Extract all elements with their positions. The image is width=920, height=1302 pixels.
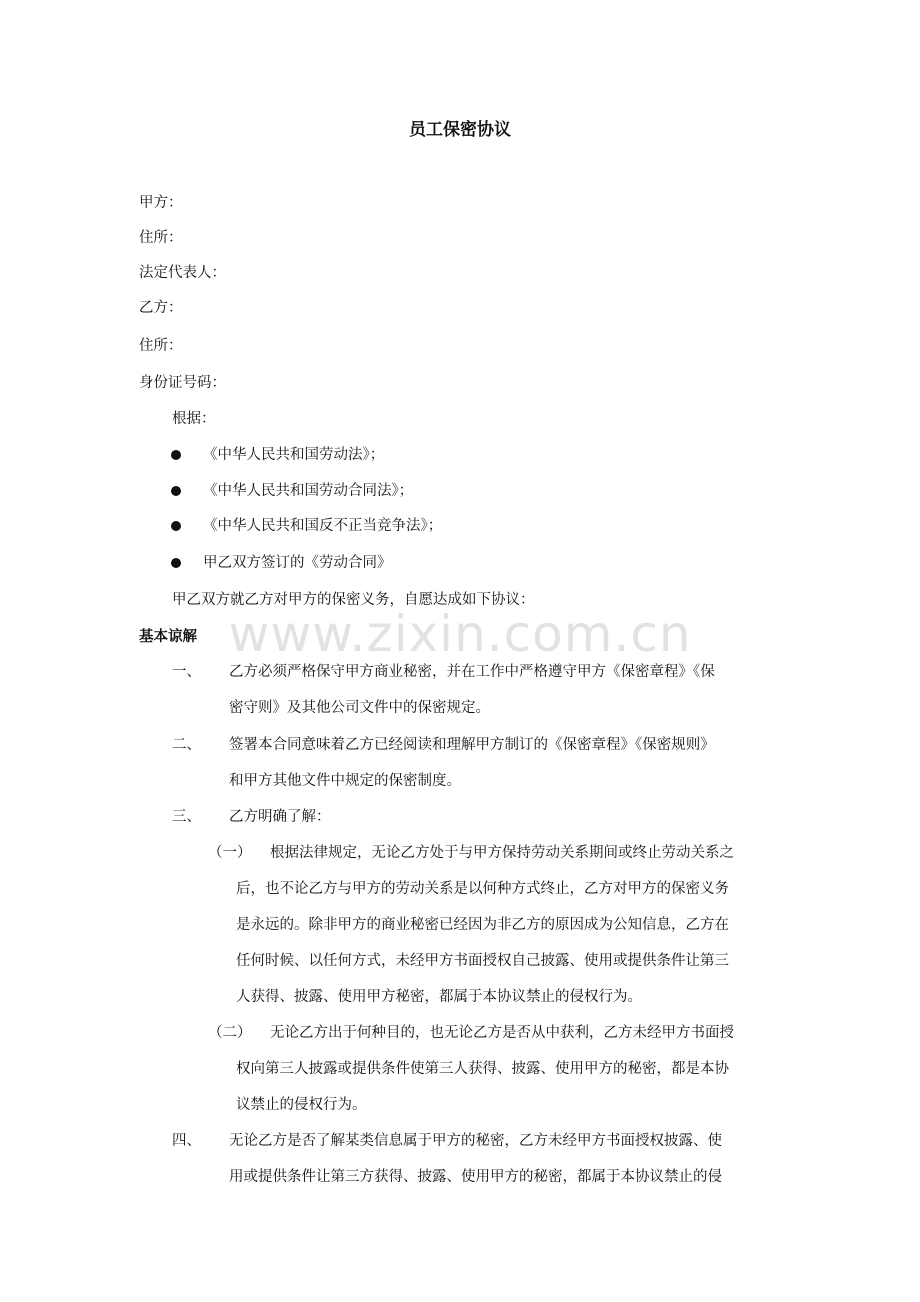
subclause-line: 无论乙方出于何种目的，也无论乙方是否从中获利，乙方未经甲方书面授 [270, 1025, 734, 1041]
subclause-line: 任何时候、以任何方式，未经甲方书面授权自己披露、使用或提供条件让第三 [236, 953, 729, 969]
field-address-a: 住所： [139, 230, 183, 246]
field-party-b: 乙方： [139, 300, 183, 316]
bullet-icon [171, 558, 181, 568]
subclause-number: （一） [208, 845, 252, 861]
clause-number: 四、 [172, 1133, 201, 1149]
subclause-line: 人获得、披露、使用甲方秘密，都属于本协议禁止的侵权行为。 [236, 989, 642, 1005]
bullet-icon [171, 521, 181, 531]
clause-number: 三、 [172, 809, 201, 825]
clause-line: 乙方必须严格保守甲方商业秘密，并在工作中严格遵守甲方《保密章程》《保 [229, 664, 715, 680]
document-title: 员工保密协议 [409, 120, 511, 140]
basis-item: 甲乙双方签订的《劳动合同》 [203, 555, 392, 571]
bullet-icon [171, 450, 181, 460]
basis-item: 《中华人民共和国劳动合同法》； [203, 483, 414, 499]
section-title: 基本谅解 [139, 628, 197, 645]
field-address-b: 住所： [139, 338, 183, 354]
clause-line: 和甲方其他文件中规定的保密制度。 [229, 773, 461, 789]
clause-line: 无论乙方是否了解某类信息属于甲方的秘密，乙方未经甲方书面授权披露、使 [229, 1133, 722, 1149]
basis-item: 《中华人民共和国劳动法》； [203, 447, 385, 463]
field-party-a: 甲方： [139, 195, 183, 211]
subclause-line: 权向第三人披露或提供条件使第三人获得、披露、使用甲方的秘密，都是本协 [236, 1061, 729, 1077]
clause-line: 密守则》及其他公司文件中的保密规定。 [229, 700, 490, 716]
intro-paragraph: 甲乙双方就乙方对甲方的保密义务，自愿达成如下协议： [172, 592, 535, 608]
clause-number: 一、 [172, 664, 201, 680]
subclause-line: 议禁止的侵权行为。 [236, 1097, 367, 1113]
subclause-number: （二） [208, 1025, 252, 1041]
subclause-line: 是永远的。除非甲方的商业秘密已经因为非乙方的原因成为公知信息，乙方在 [236, 917, 729, 933]
field-id-number: 身份证号码： [139, 375, 226, 391]
clause-line: 用或提供条件让第三方获得、披露、使用甲方的秘密，都属于本协议禁止的侵 [229, 1169, 722, 1185]
field-legal-rep: 法定代表人： [139, 265, 226, 281]
clause-number: 二、 [172, 737, 201, 753]
subclause-line: 后，也不论乙方与甲方的劳动关系是以何种方式终止，乙方对甲方的保密义务 [236, 881, 729, 897]
watermark: www.zixin.com.cn [228, 605, 692, 663]
bullet-icon [171, 486, 181, 496]
basis-label: 根据： [172, 411, 216, 427]
basis-item: 《中华人民共和国反不正当竞争法》； [203, 518, 443, 534]
subclause-line: 根据法律规定，无论乙方处于与甲方保持劳动关系期间或终止劳动关系之 [270, 845, 734, 861]
clause-line: 乙方明确了解： [229, 809, 331, 825]
clause-line: 签署本合同意味着乙方已经阅读和理解甲方制订的《保密章程》《保密规则》 [229, 737, 715, 753]
